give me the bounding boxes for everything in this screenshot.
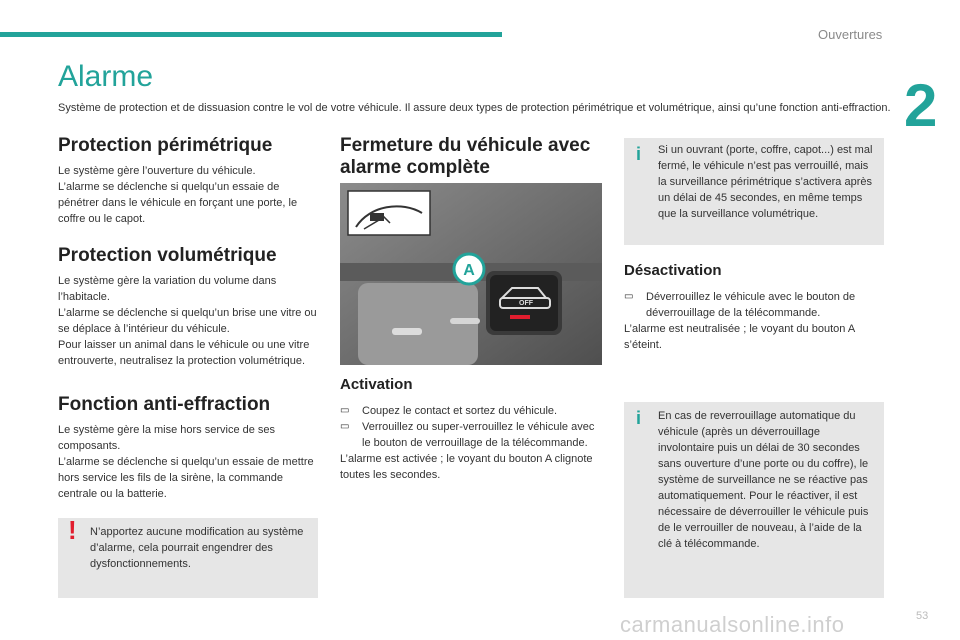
info-icon: i bbox=[636, 408, 642, 428]
column-left bbox=[58, 135, 318, 227]
heading-fermeture-alarme: Fermeture du véhicule avec alarme complète bbox=[340, 135, 591, 178]
alarm-button-photo bbox=[340, 183, 602, 365]
column-left-volumetrique bbox=[58, 245, 318, 369]
info-text-reverrouillage: En cas de reverrouillage automatique du véhicule (après un déverrouillage involontaire puis un délai de 30 secondes sans ouverture d’une porte ou du coffre), le système de surveillance ne se réactive pas automatiquement. Pour le réactiver, il est nécessaire de déverrouiller le véhicule puis de le verrouiller de nouveau, à l’aide de la clé à télécommande. bbox=[658, 410, 869, 550]
warning-icon: ! bbox=[68, 515, 77, 545]
info-box-reverrouillage bbox=[624, 402, 884, 598]
chapter-number: 2 bbox=[904, 72, 938, 139]
heading-desactivation: Désactivation bbox=[624, 262, 722, 279]
desactivation-step: ▭ Déverrouillez le véhicule avec le bouton de déverrouillage de la télécommande. bbox=[624, 289, 886, 321]
text-protection-volumetrique: Le système gère la variation du volume dans l’habitacle. L’alarme se déclenche si quelqu’un brise une vitre ou se déplace à l’intérieur du véhicule. Pour laisser un animal dans le véhicule ou une vitre entrouverte, neutralisez la protection volumétrique. bbox=[58, 275, 317, 367]
warning-text: N’apportez aucune modification au système d’alarme, cela pourrait engendrer des dysfonctionnements. bbox=[90, 526, 304, 570]
alarm-button-off-text: OFF bbox=[519, 300, 533, 307]
text-protection-perimetrique: Le système gère l’ouverture du véhicule. L’alarme se déclenche si quelqu’un essaie de pénétrer dans le véhicule en forçant une porte, le coffre ou le capot. bbox=[58, 165, 298, 225]
page-title: Alarme bbox=[58, 60, 154, 93]
info-icon: i bbox=[636, 144, 642, 164]
section-name: Ouvertures bbox=[818, 27, 883, 42]
heading-protection-volumetrique: Protection volumétrique bbox=[58, 245, 277, 266]
heading-anti-effraction: Fonction anti-effraction bbox=[58, 394, 271, 415]
column-middle bbox=[340, 135, 610, 179]
activation-section bbox=[340, 376, 602, 483]
activation-step: ▭ Verrouillez ou super-verrouillez le véhicule avec le bouton de verrouillage de la télécommande. bbox=[340, 419, 602, 451]
page-number: 53 bbox=[916, 610, 929, 622]
warning-box bbox=[58, 515, 318, 598]
activation-text: L’alarme est activée ; le voyant du bouton A clignote toutes les secondes. bbox=[340, 453, 593, 481]
desactivation-text: L’alarme est neutralisée ; le voyant du bouton A s’éteint. bbox=[624, 323, 855, 351]
header-accent-bar bbox=[0, 32, 502, 37]
activation-step: ▭ Coupez le contact et sortez du véhicule. bbox=[340, 403, 602, 419]
desactivation-section bbox=[624, 262, 886, 353]
alarm-button-illustration bbox=[340, 183, 602, 365]
photo-label-a: A bbox=[463, 262, 475, 279]
info-text-ouvrant: Si un ouvrant (porte, coffre, capot...) est mal fermé, le véhicule n’est pas verrouillé, mais la surveillance périmétrique s’activera après un délai de 45 secondes, en même temps que la surveillance volumétrique. bbox=[658, 144, 873, 220]
intro-paragraph: Système de protection et de dissuasion contre le vol de votre véhicule. Il assure deux types de protection périmétrique et volumétrique, ainsi qu’une fonction anti-effraction. bbox=[58, 102, 891, 114]
info-box-ouvrant bbox=[624, 138, 884, 245]
desactivation-steps bbox=[624, 289, 886, 321]
text-anti-effraction: Le système gère la mise hors service de ses composants. L’alarme se déclenche si quelqu’un essaie de mettre hors service les fils de la sirène, la commande centrale ou la batterie. bbox=[58, 424, 314, 500]
watermark: carmanualsonline.info bbox=[620, 612, 845, 637]
activation-steps bbox=[340, 403, 602, 451]
column-left-anti-effraction bbox=[58, 394, 318, 502]
heading-activation: Activation bbox=[340, 376, 413, 393]
heading-protection-perimetrique: Protection périmétrique bbox=[58, 135, 273, 156]
